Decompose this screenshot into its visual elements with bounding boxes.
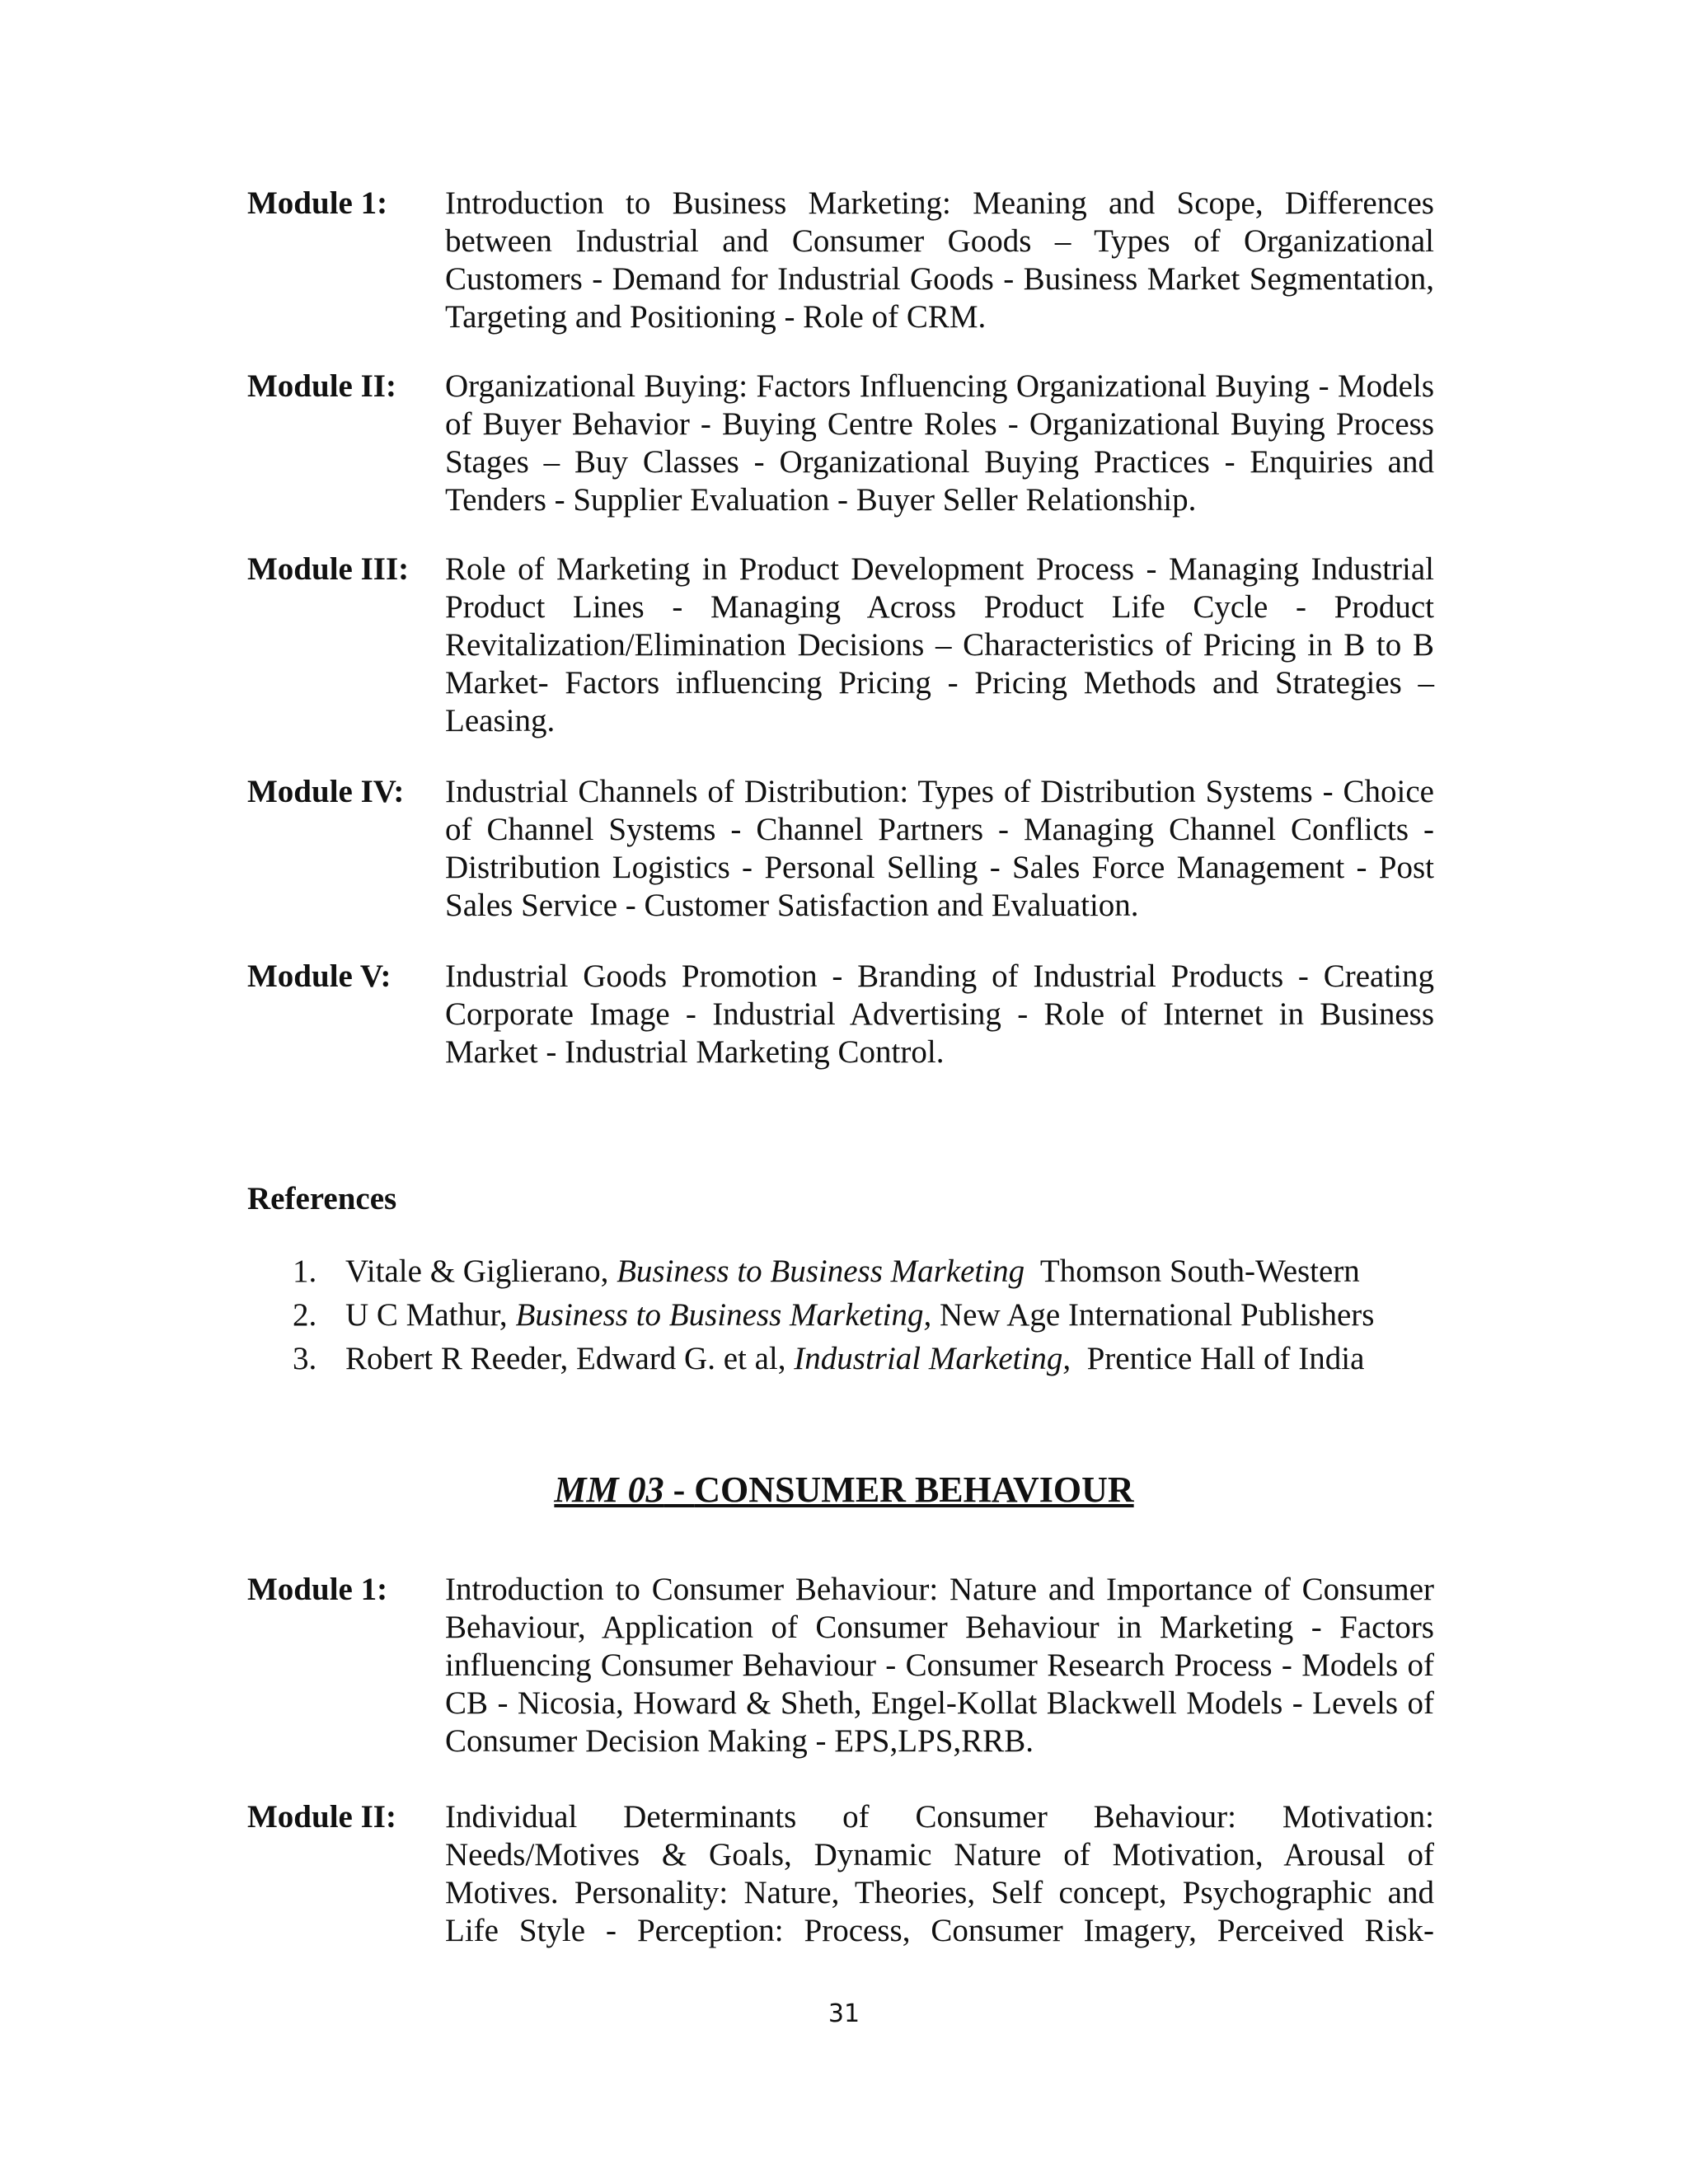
module-3-block [247,551,1434,740]
module-description: Role of Marketing in Product Development Process - Managing Industrial Product Lines - Managing Across Product Life Cycle - Product Revitalization/Elimination Decisions – Characteristics of Pricing in B to B Market- Factors influencing Pricing - Pricing Methods and Strategies – Leasing. [445,551,1434,738]
reference-authors: Robert R Reeder, Edward G. et al, [345,1341,795,1376]
page-number: 31 [828,1999,860,2028]
reference-entry [345,1337,1364,1380]
reference-entry [345,1249,1360,1293]
cb-module-2-block [247,1798,1434,1950]
module-description: Introduction to Business Marketing: Meaning and Scope, Differences between Industrial and Consumer Goods – Types of Organizational Customers - Demand for Industrial Goods - Business Market Segmentation, Targeting and Positioning - Role of CRM. [445,185,1434,335]
reference-authors: U C Mathur, [345,1297,516,1333]
reference-authors: Vitale & Giglierano, [345,1254,617,1289]
module-4-block [247,773,1434,925]
list-item [293,1249,1374,1293]
module-label: Module II: [247,1799,396,1835]
reference-entry [345,1293,1374,1337]
reference-number: 1. [293,1254,317,1289]
module-description: Industrial Channels of Distribution: Types of Distribution Systems - Choice of Channel Systems - Channel Partners - Managing Channel Conflicts - Distribution Logistics - Personal Selling - Sales Force Management - Post Sales Service - Customer Satisfaction and Evaluation. [445,774,1434,923]
module-description: Organizational Buying: Factors Influencing Organizational Buying - Models of Buyer Behavior - Buying Centre Roles - Organizational Buying Process Stages – Buy Classes - Organizational Buying Practices - Enquiries and Tenders - Supplier Evaluation - Buyer Seller Relationship. [445,368,1434,518]
reference-number: 2. [293,1297,317,1333]
course-title: CONSUMER BEHAVIOUR [694,1469,1134,1510]
reference-title: Business to Business Marketing, [515,1297,932,1333]
references-list [293,1249,1374,1380]
title-separator: - [663,1469,695,1510]
cb-module-1-block [247,1571,1434,1760]
references-heading: References [247,1181,397,1216]
course-code: MM 03 [554,1469,664,1510]
module-2-block [247,368,1434,519]
list-item [293,1293,1374,1337]
module-5-block [247,958,1434,1071]
module-label: Module III: [247,551,410,587]
list-item [293,1337,1374,1380]
module-label: Module II: [247,368,396,404]
reference-publisher: Thomson South-Western [1025,1254,1360,1289]
module-description: Individual Determinants of Consumer Behaviour: Motivation: Needs/Motives & Goals, Dynamic Nature of Motivation, Arousal of Motives. Personality: Nature, Theories, Self concept, Psychographic and Life Style - Perception: Process, Consumer Imagery, Perceived Risk- [445,1799,1434,1948]
module-description: Industrial Goods Promotion - Branding of Industrial Products - Creating Corporate Image - Industrial Advertising - Role of Internet in Business Market - Industrial Marketing Control. [445,958,1434,1070]
module-label: Module 1: [247,1572,388,1607]
reference-title: Industrial Marketing, [794,1341,1071,1376]
reference-publisher: New Age International Publishers [931,1297,1375,1333]
module-label: Module 1: [247,185,388,221]
module-1-block [247,185,1434,336]
reference-number: 3. [293,1341,317,1376]
module-label: Module IV: [247,774,405,809]
module-description: Introduction to Consumer Behaviour: Nature and Importance of Consumer Behaviour, Application of Consumer Behaviour in Marketing - Factors influencing Consumer Behaviour - Consumer Research Process - Models of CB - Nicosia, Howard & Sheth, Engel-Kollat Blackwell Models - Levels of Consumer Decision Making - EPS,LPS,RRB. [445,1572,1434,1759]
module-label: Module V: [247,958,392,994]
reference-publisher: Prentice Hall of India [1071,1341,1365,1376]
reference-title: Business to Business Marketing [617,1254,1025,1289]
section-title [0,1467,1688,1513]
